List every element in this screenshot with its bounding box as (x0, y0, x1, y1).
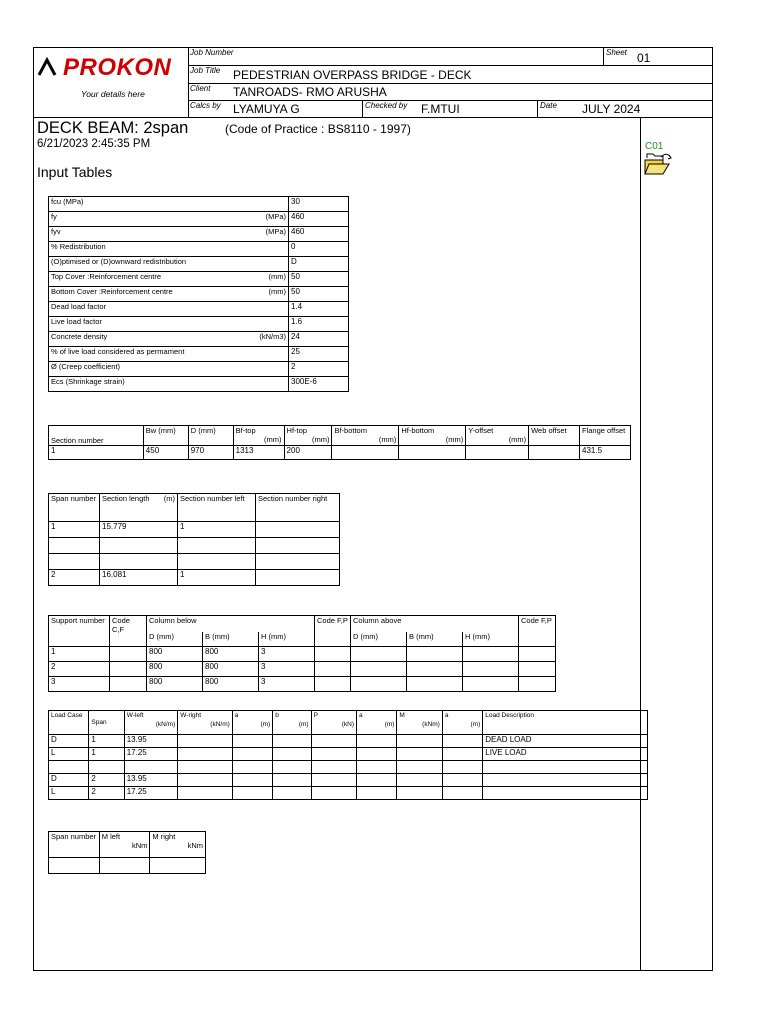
col-header: Hf-bottom (mm) (399, 426, 466, 446)
col-header: Load Description (483, 711, 648, 735)
checked-by-value: F.MTUI (421, 102, 460, 116)
col-header: Web offset (529, 426, 580, 446)
table-cell[interactable] (357, 748, 397, 761)
param-value[interactable]: 30 (289, 197, 349, 212)
table-cell[interactable]: 1 (178, 570, 256, 586)
col-header: a (m) (232, 711, 272, 735)
table-row (49, 227, 349, 242)
job-number-label: Job Number (190, 48, 234, 57)
table-cell[interactable]: 800 (203, 647, 259, 662)
param-value[interactable]: 460 (289, 212, 349, 227)
col-header: M (kNm) (397, 711, 442, 735)
table-cell[interactable] (483, 761, 648, 774)
col-header: Support number (49, 616, 110, 647)
table-cell[interactable]: 1 (89, 748, 124, 761)
table-cell[interactable] (232, 787, 272, 800)
table-cell[interactable]: 2 (89, 774, 124, 787)
param-label: % Redistribution (49, 242, 289, 257)
table-cell[interactable] (178, 761, 233, 774)
col-header: Section number (49, 426, 144, 446)
table-cell[interactable] (273, 761, 311, 774)
col-header: Flange offset (580, 426, 631, 446)
table-cell[interactable] (110, 677, 147, 692)
table-cell[interactable] (178, 538, 256, 554)
col-header: Bf-top (mm) (233, 426, 284, 446)
col-header: Section length (m) (100, 494, 178, 522)
col-header: Section number right (256, 494, 340, 522)
col-header: a (m) (442, 711, 482, 735)
table-cell[interactable] (232, 748, 272, 761)
table-cell[interactable]: L (49, 748, 89, 761)
col-header: B (mm) (203, 632, 259, 647)
table-cell[interactable]: 3 (259, 677, 315, 692)
job-title-value: PEDESTRIAN OVERPASS BRIDGE - DECK (233, 68, 472, 82)
param-label: Ecs (Shrinkage strain) (49, 377, 289, 392)
table-cell[interactable]: 2 (89, 787, 124, 800)
table-row (49, 761, 648, 774)
col-header: M right kNm (150, 832, 206, 858)
table-row (49, 362, 349, 377)
table-cell[interactable]: 431.5 (580, 446, 631, 460)
table-cell[interactable]: DEAD LOAD (483, 735, 648, 748)
table-cell[interactable] (273, 787, 311, 800)
code-of-practice: (Code of Practice : BS8110 - 1997) (225, 122, 411, 136)
header-divider (33, 117, 713, 118)
table-cell[interactable] (256, 570, 340, 586)
table-cell[interactable]: 3 (259, 647, 315, 662)
table-cell[interactable]: 17.25 (124, 748, 178, 761)
header-divider (188, 100, 713, 101)
param-label: fcu (MPa) (49, 197, 289, 212)
table-cell[interactable] (256, 522, 340, 538)
table-cell[interactable]: 1 (178, 522, 256, 538)
param-value[interactable]: 300E-6 (289, 377, 349, 392)
table-row (49, 662, 556, 677)
col-header: D (mm) (188, 426, 233, 446)
param-label: fy (MPa) (49, 212, 289, 227)
col-header: Y-offset (mm) (466, 426, 529, 446)
table-cell[interactable] (100, 554, 178, 570)
table-cell[interactable] (232, 774, 272, 787)
table-cell[interactable]: 1313 (233, 446, 284, 460)
table-cell[interactable] (407, 677, 463, 692)
table-row (49, 347, 349, 362)
table-cell[interactable] (351, 647, 407, 662)
checked-by-label: Checked by (365, 101, 408, 110)
loads-table (48, 710, 648, 800)
col-header: M left kNm (99, 832, 150, 858)
table-cell[interactable]: 1 (49, 446, 144, 460)
table-cell[interactable] (178, 735, 233, 748)
table-cell[interactable]: 17.25 (124, 787, 178, 800)
param-value[interactable]: 50 (289, 287, 349, 302)
col-header: Bf-bottom (mm) (332, 426, 399, 446)
table-row (49, 554, 340, 570)
table-cell[interactable] (442, 735, 482, 748)
col-header: Span number (49, 832, 100, 858)
header-divider (362, 100, 363, 117)
table-row (49, 858, 206, 874)
col-header: a (m) (357, 711, 397, 735)
table-cell[interactable] (49, 761, 89, 774)
supports-table (48, 615, 556, 692)
col-header: W-right (kN/m) (178, 711, 233, 735)
table-cell[interactable]: 970 (188, 446, 233, 460)
table-cell[interactable] (311, 735, 356, 748)
table-cell[interactable] (483, 774, 648, 787)
col-header: Section number left (178, 494, 256, 522)
table-row (49, 287, 349, 302)
c01-label[interactable]: C01 (645, 141, 664, 152)
table-cell[interactable] (519, 662, 556, 677)
col-header: Hf-top (mm) (284, 426, 332, 446)
table-cell[interactable] (519, 677, 556, 692)
table-cell[interactable] (442, 774, 482, 787)
table-cell[interactable] (49, 858, 100, 874)
col-header: Column above (351, 616, 519, 632)
table-cell[interactable] (273, 735, 311, 748)
table-cell[interactable] (529, 446, 580, 460)
param-label: Ø (Creep coefficient) (49, 362, 289, 377)
table-cell[interactable]: D (49, 735, 89, 748)
table-cell[interactable]: 800 (203, 662, 259, 677)
table-cell[interactable]: D (49, 774, 89, 787)
table-cell[interactable] (397, 774, 442, 787)
table-cell[interactable] (311, 787, 356, 800)
param-label: Bottom Cover :Reinforcement centre (mm) (49, 287, 289, 302)
table-row (49, 302, 349, 317)
table-cell[interactable] (311, 761, 356, 774)
table-cell[interactable] (397, 761, 442, 774)
table-cell[interactable] (357, 774, 397, 787)
table-cell[interactable] (463, 662, 519, 677)
table-cell[interactable]: 15.779 (100, 522, 178, 538)
timestamp: 6/21/2023 2:45:35 PM (37, 138, 151, 150)
section-heading: Input Tables (37, 164, 113, 180)
param-label: Live load factor (49, 317, 289, 332)
table-row (49, 787, 648, 800)
table-cell[interactable] (397, 735, 442, 748)
param-value[interactable]: 50 (289, 272, 349, 287)
col-header: Column below (147, 616, 315, 632)
header-divider (188, 83, 713, 84)
param-label: Concrete density (kN/m3) (49, 332, 289, 347)
table-cell[interactable]: 2 (49, 662, 110, 677)
table-cell[interactable]: 200 (284, 446, 332, 460)
table-cell[interactable]: 1 (89, 735, 124, 748)
table-row (49, 522, 340, 538)
param-label: fyv (MPa) (49, 227, 289, 242)
col-header: P (kN) (311, 711, 356, 735)
table-cell[interactable] (399, 446, 466, 460)
table-row (49, 735, 648, 748)
table-row (49, 197, 349, 212)
table-cell[interactable]: 16.081 (100, 570, 178, 586)
col-header: B (mm) (407, 632, 463, 647)
param-label: % of live load considered as permament (49, 347, 289, 362)
table-cell[interactable]: 2 (49, 570, 100, 586)
table-cell[interactable] (357, 787, 397, 800)
table-cell[interactable]: 800 (147, 677, 203, 692)
table-row (49, 332, 349, 347)
col-header: Span (89, 711, 124, 735)
table-cell[interactable] (178, 774, 233, 787)
table-cell[interactable] (273, 774, 311, 787)
header-divider (188, 47, 189, 117)
table-cell[interactable] (178, 748, 233, 761)
col-header: W-left (kN/m) (124, 711, 178, 735)
col-header: Load Case (49, 711, 89, 735)
table-row (49, 446, 631, 460)
tagline: Your details here (81, 89, 145, 99)
sheet-label: Sheet (606, 48, 627, 57)
doc-title: DECK BEAM: 2span (37, 119, 189, 137)
table-cell[interactable] (99, 858, 150, 874)
table-cell[interactable]: 450 (143, 446, 188, 460)
col-header: D (mm) (351, 632, 407, 647)
header-divider (603, 47, 604, 65)
table-cell[interactable] (124, 761, 178, 774)
table-row (49, 774, 648, 787)
right-margin-line (640, 117, 641, 971)
table-cell[interactable] (110, 647, 147, 662)
table-row (49, 257, 349, 272)
table-cell[interactable] (463, 647, 519, 662)
col-header: Span number (49, 494, 100, 522)
col-header: Code F,P (519, 616, 556, 647)
param-value[interactable]: 2 (289, 362, 349, 377)
param-value[interactable]: 1.6 (289, 317, 349, 332)
table-cell[interactable] (49, 554, 100, 570)
header-divider (188, 65, 713, 66)
table-row (49, 570, 340, 586)
sheet-value: 01 (637, 51, 651, 65)
table-cell[interactable] (150, 858, 206, 874)
sections-table (48, 425, 631, 460)
param-label: Dead load factor (49, 302, 289, 317)
param-value[interactable]: 25 (289, 347, 349, 362)
date-label: Date (540, 101, 557, 110)
table-cell[interactable]: 13.95 (124, 735, 178, 748)
table-cell[interactable] (463, 677, 519, 692)
job-title-label: Job Title (190, 66, 221, 75)
param-value[interactable]: 24 (289, 332, 349, 347)
col-header: Code C,F (110, 616, 147, 647)
table-cell[interactable] (519, 647, 556, 662)
table-cell[interactable]: 1 (49, 522, 100, 538)
logo-text: PROKON (63, 54, 172, 81)
param-label: (O)ptimised or (D)ownward redistribution (49, 257, 289, 272)
table-cell[interactable] (357, 761, 397, 774)
table-cell[interactable] (351, 677, 407, 692)
table-cell[interactable] (315, 677, 351, 692)
table-row (49, 272, 349, 287)
moments-table (48, 831, 206, 874)
param-value[interactable]: D (289, 257, 349, 272)
table-cell[interactable]: LIVE LOAD (483, 748, 648, 761)
table-cell[interactable] (466, 446, 529, 460)
table-cell[interactable] (315, 647, 351, 662)
table-cell[interactable] (311, 774, 356, 787)
table-cell[interactable] (100, 538, 178, 554)
table-cell[interactable] (332, 446, 399, 460)
table-row (49, 538, 340, 554)
table-row (49, 212, 349, 227)
table-row (49, 317, 349, 332)
table-row (49, 377, 349, 392)
parameters-table (48, 196, 349, 392)
table-cell[interactable] (442, 761, 482, 774)
table-cell[interactable]: 3 (49, 677, 110, 692)
col-header: H (mm) (259, 632, 315, 647)
client-value: TANROADS- RMO ARUSHA (233, 85, 387, 99)
col-header: H (mm) (463, 632, 519, 647)
table-cell[interactable] (232, 735, 272, 748)
table-cell[interactable]: 3 (259, 662, 315, 677)
table-cell[interactable]: 800 (147, 662, 203, 677)
table-row (49, 242, 349, 257)
table-cell[interactable] (311, 748, 356, 761)
col-header: Bw (mm) (143, 426, 188, 446)
calcs-by-value: LYAMUYA G (233, 102, 300, 116)
param-label: Top Cover :Reinforcement centre (mm) (49, 272, 289, 287)
table-cell[interactable] (273, 748, 311, 761)
param-value[interactable]: 460 (289, 227, 349, 242)
table-cell[interactable]: 800 (147, 647, 203, 662)
table-cell[interactable] (89, 761, 124, 774)
client-label: Client (190, 84, 211, 93)
table-cell[interactable] (442, 787, 482, 800)
table-cell[interactable] (407, 647, 463, 662)
spans-table (48, 493, 340, 586)
table-cell[interactable]: 800 (203, 677, 259, 692)
table-cell[interactable] (397, 787, 442, 800)
table-cell[interactable]: 13.95 (124, 774, 178, 787)
col-header: D (mm) (147, 632, 203, 647)
col-header: b (m) (273, 711, 311, 735)
table-cell[interactable] (110, 662, 147, 677)
table-cell[interactable]: 1 (49, 647, 110, 662)
table-cell[interactable] (178, 554, 256, 570)
table-cell[interactable] (442, 748, 482, 761)
table-row (49, 647, 556, 662)
date-value: JULY 2024 (582, 102, 641, 116)
col-header: Code F,P (315, 616, 351, 647)
table-cell[interactable] (256, 538, 340, 554)
table-row (49, 677, 556, 692)
logo-mark-icon (37, 57, 61, 77)
table-cell[interactable] (178, 787, 233, 800)
table-cell[interactable] (407, 662, 463, 677)
table-cell[interactable] (49, 538, 100, 554)
table-cell[interactable] (483, 787, 648, 800)
table-row (49, 748, 648, 761)
param-value[interactable]: 0 (289, 242, 349, 257)
open-folder-icon[interactable] (643, 152, 673, 178)
table-cell[interactable] (315, 662, 351, 677)
table-cell[interactable] (397, 748, 442, 761)
table-cell[interactable] (256, 554, 340, 570)
table-cell[interactable] (232, 761, 272, 774)
table-cell[interactable] (351, 662, 407, 677)
table-cell[interactable]: L (49, 787, 89, 800)
table-cell[interactable] (357, 735, 397, 748)
header-divider (537, 100, 538, 117)
prokon-logo (37, 54, 171, 82)
param-value[interactable]: 1.4 (289, 302, 349, 317)
calcs-by-label: Calcs by (190, 101, 221, 110)
